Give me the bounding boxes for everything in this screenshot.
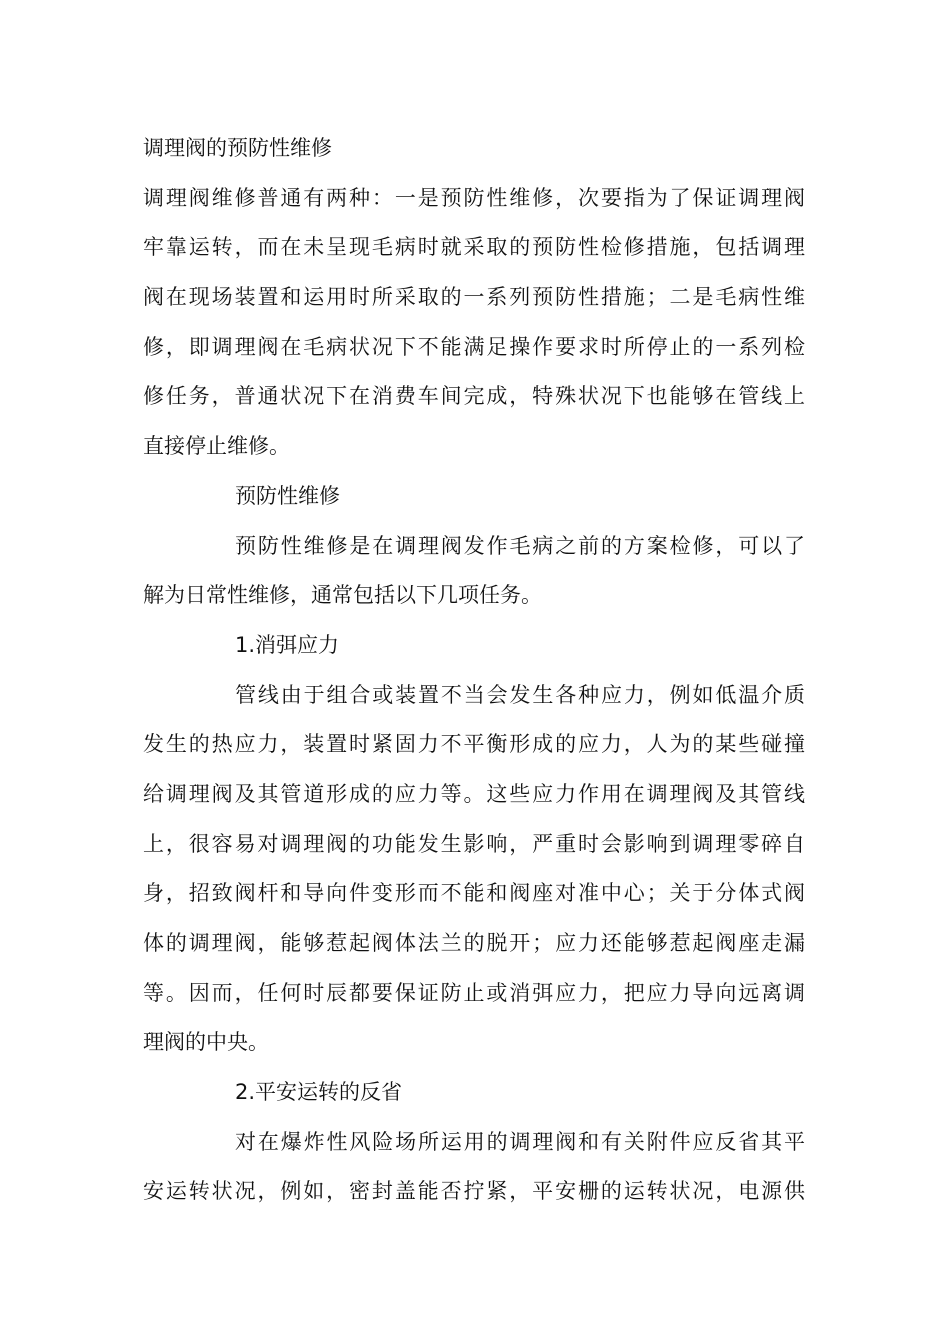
- text-line: 体的调理阀，能够惹起阀体法兰的脱开；应力还能够惹起阀座走漏: [143, 931, 805, 955]
- section-heading: 预防性维修: [235, 483, 340, 508]
- text-line: 阀在现场装置和运用时所采取的一系列预防性措施；二是毛病性维: [143, 285, 805, 310]
- text-line: 理阀的中央。: [143, 1030, 269, 1055]
- text-line: 对在爆炸性风险场所运用的调理阀和有关附件应反省其平: [235, 1129, 805, 1154]
- item2-heading: 2.平安运转的反省: [235, 1080, 403, 1105]
- text-line: 上，很容易对调理阀的功能发生影响，严重时会影响到调理零碎自: [143, 831, 805, 856]
- item1-heading: 1.消弭应力: [235, 632, 340, 657]
- text-line: 管线由于组合或装置不当会发生各种应力，例如低温介质: [235, 682, 805, 707]
- item2-paragraph: [143, 1118, 805, 1217]
- text-line: 安运转状况，例如，密封盖能否拧紧，平安栅的运转状况，电源供: [143, 1179, 805, 1204]
- intro-paragraph: [143, 174, 805, 472]
- text-line: 修任务，普通状况下在消费车间完成，特殊状况下也能够在管线上: [143, 384, 805, 409]
- text-line: 牢靠运转，而在未呈现毛病时就采取的预防性检修措施，包括调理: [143, 235, 805, 260]
- text-line: 身，招致阀杆和导向件变形而不能和阀座对准中心；关于分体式阀: [143, 881, 805, 906]
- document-title: 调理阀的预防性维修: [143, 136, 332, 160]
- text-line: 直接停止维修。: [143, 434, 290, 459]
- text-line: 预防性维修是在调理阀发作毛病之前的方案检修，可以了: [235, 533, 805, 558]
- document-page: [143, 124, 805, 1217]
- section-paragraph: [143, 522, 805, 621]
- text-line: 调理阀维修普通有两种：一是预防性维修，次要指为了保证调理阀: [143, 185, 805, 210]
- text-line: 解为日常性维修，通常包括以下几项任务。: [143, 583, 542, 608]
- text-line: 等。因而，任何时辰都要保证防止或消弭应力，把应力导向远离调: [143, 980, 805, 1005]
- text-line: 发生的热应力，装置时紧固力不平衡形成的应力，人为的某些碰撞: [143, 732, 805, 757]
- text-line: 修，即调理阀在毛病状况下不能满足操作要求时所停止的一系列检: [143, 334, 805, 359]
- item1-paragraph: [143, 671, 805, 1069]
- text-line: 给调理阀及其管道形成的应力等。这些应力作用在调理阀及其管线: [143, 781, 805, 806]
